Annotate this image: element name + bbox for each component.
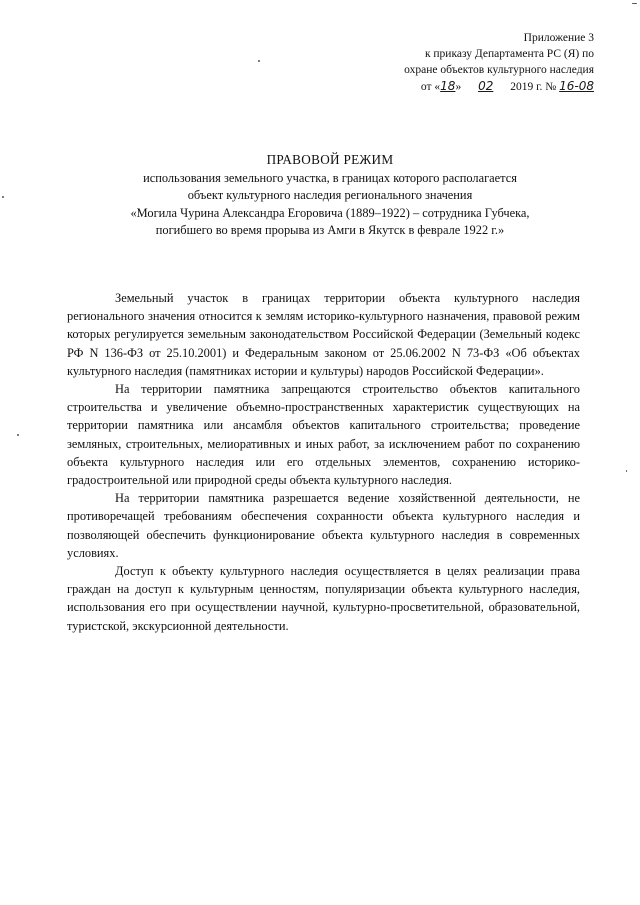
order-department: охране объектов культурного наследия (404, 64, 594, 76)
paragraph-land-category: Земельный участок в границах территории объекта культурного наследия регионального значения относится к землям историко-культурного назначения, правовой режим которых регулируется земельным законодательством Российской Федерации (Земельный кодекс РФ N 136-ФЗ от 25.10.2001) и Федеральным законом от 25.06.2002 N 73-ФЗ «Об объектах культурного наследия (памятниках истории и культуры) народов Российской Федерации». (67, 291, 580, 378)
scan-speck (626, 470, 627, 472)
date-prefix: от « (420, 81, 441, 93)
scan-speck (632, 3, 637, 4)
date-separator: » (455, 81, 462, 93)
appendix-number: Приложение 3 (523, 32, 594, 44)
title-subline: использования земельного участка, в границах которого располагается (143, 170, 517, 185)
scan-speck (17, 434, 19, 436)
scan-speck (2, 196, 4, 198)
title-subline: «Могила Чурина Александра Егоровича (1889–1922) – сотрудника Губчека, (130, 205, 530, 220)
order-reference: к приказу Департамента РС (Я) по (424, 48, 594, 60)
document-title: ПРАВОВОЙ РЕЖИМ (266, 152, 394, 167)
handwritten-order-number: 16-08 (559, 79, 594, 93)
paragraph-access: Доступ к объекту культурного наследия осуществляется в целях реализации права граждан на доступ к культурным ценностям, популяризации объекта культурного наследия, использования его при осуществлении научной, культурно-просветительной, образовательной, туристской, экскурсионной деятельности. (67, 564, 580, 633)
title-subline: объект культурного наследия регионального значения (187, 188, 473, 202)
appendix-header (354, 30, 594, 95)
paragraph-permitted-activity: На территории памятника разрешается ведение хозяйственной деятельности, не противоречащей требованиям обеспечения сохранности объекта культурного наследия и позволяющей обеспечить функционирование объекта культурного наследия в современных условиях. (67, 491, 580, 560)
title-subline: погибшего во время прорыва из Амги в Якутск в феврале 1922 г.» (155, 223, 505, 237)
order-date-line (354, 78, 594, 95)
handwritten-month: 02 (478, 79, 494, 93)
date-year: 2019 г. № (510, 81, 557, 93)
paragraph-prohibitions: На территории памятника запрещаются строительство объектов капитального строительства и увеличение объемно-пространственных характеристик существующих на территории памятника или ансамбля объектов капитального строительства; проведение земляных, строительных, мелиоративных и иных работ, за исключением работ по сохранению объекта культурного наследия или его отдельных элементов, сохранению историко-градостроительной или природной среды объекта культурного наследия. (67, 382, 580, 488)
handwritten-day: 18 (440, 79, 456, 93)
scan-speck (258, 60, 260, 62)
document-body (67, 289, 580, 635)
document-title-block (60, 151, 600, 240)
